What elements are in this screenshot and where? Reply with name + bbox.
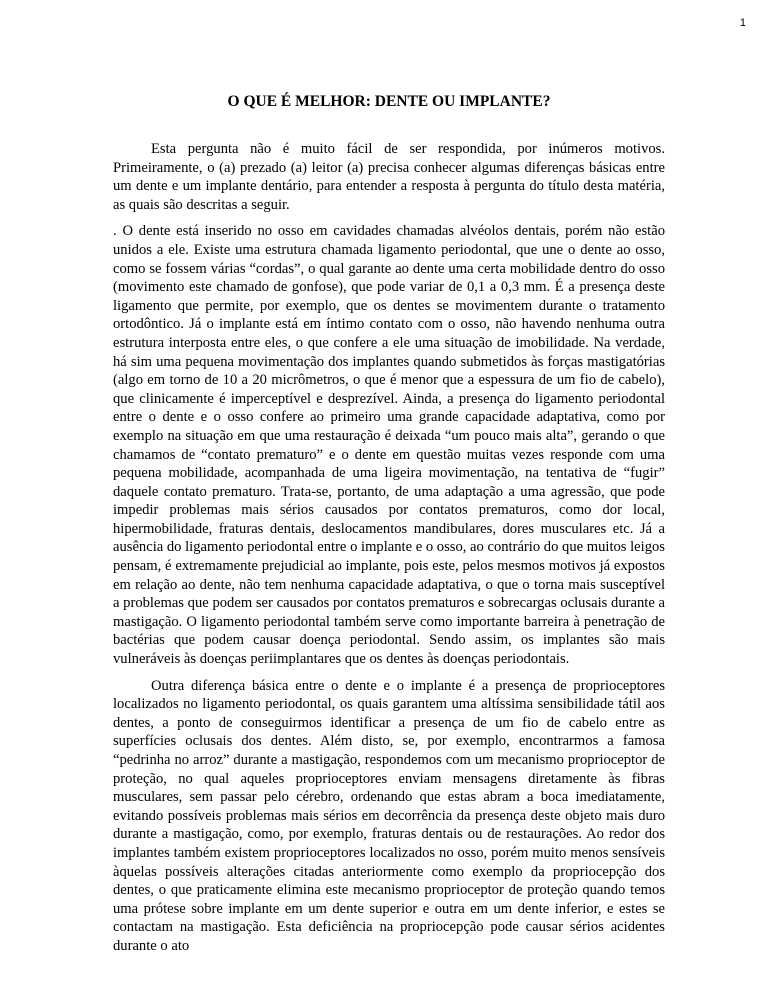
document-title: O QUE É MELHOR: DENTE OU IMPLANTE? [227, 93, 551, 110]
paragraph-intro: Esta pergunta não é muito fácil de ser respondida, por inúmeros motivos. Primeiramente, o (a) prezado (a) leitor (a) precisa conhecer algumas diferenças básicas entre um dente e um implante dentário, para entender a resposta à pergunta do título desta matéria, as quais são descritas a seguir. [113, 141, 665, 213]
paragraph-periodontal-ligament: . O dente está inserido no osso em cavidades chamadas alvéolos dentais, porém não estão unidos a ele. Existe uma estrutura chamada ligamento periodontal, que une o dente ao osso, como se fossem várias “cordas”, o qual garante ao dente uma certa mobilidade dentro do osso (movimento este chamado de gonfose), que pode variar de 0,1 a 0,3 mm. É a presença deste ligamento que permite, por exemplo, que os dentes se movimentem durante o tratamento ortodôntico. Já o implante está em íntimo contato com o osso, não havendo nenhuma outra estrutura interposta entre eles, o que confere a ele uma situação de imobilidade. Na verdade, há sim uma pequena movimentação dos implantes quando submetidos às forças mastigatórias (algo em torno de 10 a 20 micrômetros, o que é menor que a espessura de um fio de cabelo), que clinicamente é imperceptível e desprezível. Ainda, a presença do ligamento periodontal entre o dente e o osso confere ao primeiro uma grande capacidade adaptativa, como por exemplo na situação em que uma restauração é deixada “um pouco mais alta”, gerando o que chamamos de “contato prematuro” e o dente em questão muitas vezes responde com uma pequena mobilidade, acompanhada de uma ligeira movimentação, na tentativa de “fugir” daquele contato prematuro. Trata-se, portanto, de uma adaptação a uma agressão, que pode impedir problemas mais sérios causados por contatos prematuros, como dor local, hipermobilidade, fraturas dentais, deslocamentos mandibulares, dores musculares etc. Já a ausência do ligamento periodontal entre o implante e o osso, ao contrário do que muitos leigos pensam, é extremamente prejudicial ao implante, pois este, pelos mesmos motivos já expostos em relação ao dente, não tem nenhuma capacidade adaptativa, o que o torna mais susceptível a problemas que podem ser causados por contatos prematuros e sobrecargas oclusais durante a mastigação. O ligamento periodontal também serve como importante barreira à penetração de bactérias que podem causar doença periodontal. Sendo assim, os implantes são mais vulneráveis às doenças periimplantares que os dentes às doenças periodontais. [113, 223, 665, 668]
page-number: 1 [739, 17, 746, 29]
document-body [113, 92, 665, 964]
paragraph-proprioceptors: Outra diferença básica entre o dente e o implante é a presença de proprioceptores localizados no ligamento periodontal, os quais garantem uma altíssima sensibilidade tátil aos dentes, a ponto de conseguirmos identificar a presença de um fio de cabelo entre as superfícies oclusais dos dentes. Além disto, se, por exemplo, encontrarmos a famosa “pedrinha no arroz” durante a mastigação, respondemos com um mecanismo proprioceptor de proteção, no qual aqueles proprioceptores enviam mensagens diretamente às fibras musculares, sem passar pelo cérebro, ordenando que estas abram a boca imediatamente, evitando possíveis problemas mais sérios em decorrência da presença deste objeto mais duro durante a mastigação, como, por exemplo, fraturas dentais ou de restaurações. Ao redor dos implantes também existem proprioceptores localizados no osso, porém muito menos sensíveis àquelas possíveis alterações citadas anteriormente como exemplo da propriocepção dos dentes, o que praticamente elimina este mecanismo proprioceptor de proteção quando temos uma prótese sobre implante em um dente superior e outra em um dente inferior, e estes se contactam na mastigação. Esta deficiência na propriocepção pode causar sérios acidentes durante o ato [113, 677, 665, 954]
